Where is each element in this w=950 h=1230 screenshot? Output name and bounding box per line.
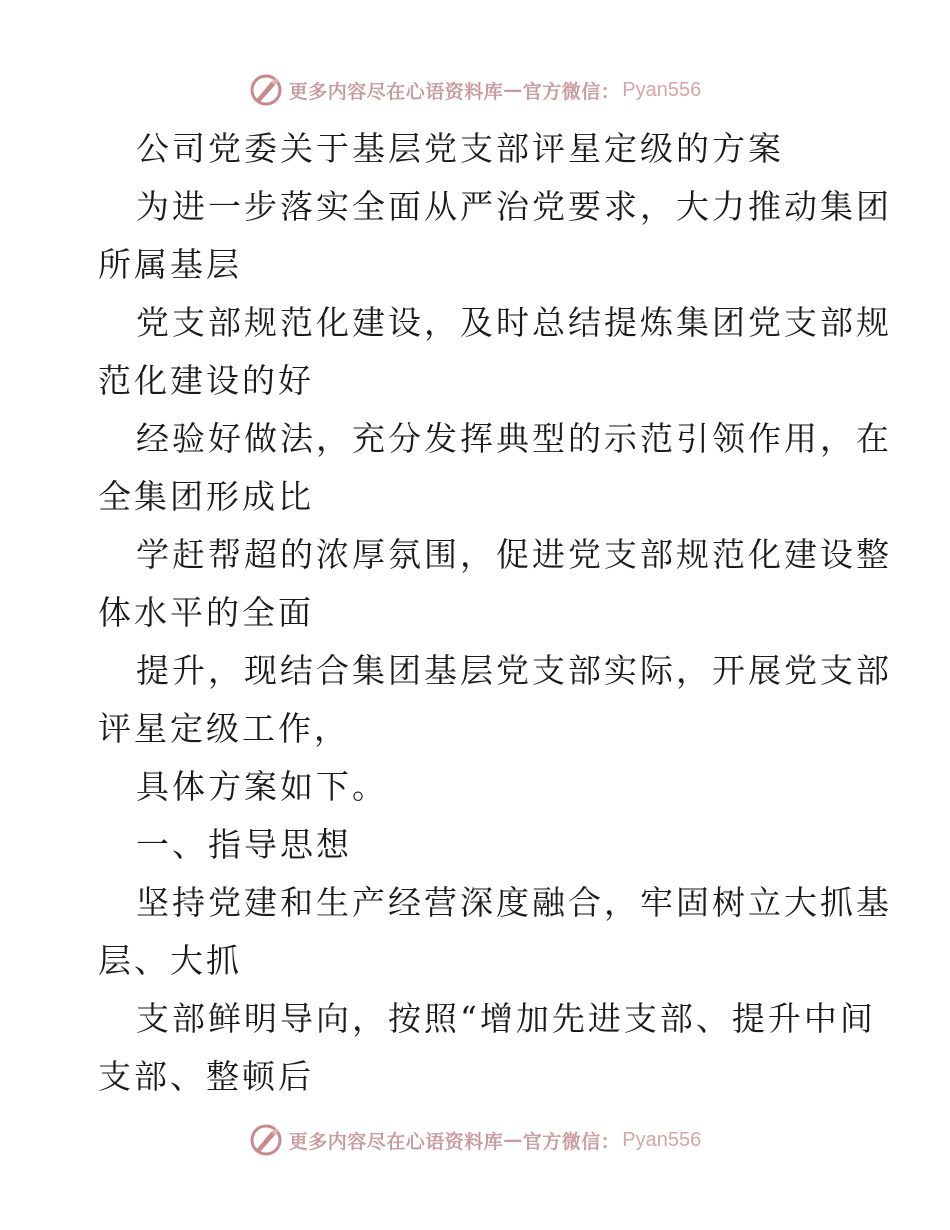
watermark-separator: — [503,1129,523,1151]
watermark-handle: Pyan556 [622,1128,702,1151]
watermark-handle: Pyan556 [622,78,702,101]
pen-logo-icon [249,1123,283,1157]
text-line: 范化建设的好 [98,361,314,400]
text-line: 党支部规范化建设，及时总结提炼集团党支部规 [136,303,892,342]
text-line: 支部、整顿后 [98,1057,314,1096]
watermark-contact: 官方微信： [522,1130,621,1153]
text-line: 体水平的全面 [98,593,314,632]
pen-logo-icon [249,73,283,107]
text-line: 经验好做法，充分发挥典型的示范引领作用，在 [136,419,892,458]
text-line: 层、大抓 [98,941,242,980]
text-line: 所属基层 [98,245,242,284]
watermark-separator: — [503,79,523,101]
watermark-contact: 官方微信： [522,80,621,103]
document-title: 公司党委关于基层党支部评星定级的方案 [136,129,784,168]
section-heading: 一、指导思想 [136,825,352,864]
text-line: 评星定级工作， [98,709,350,748]
document-body [98,120,892,1106]
header-watermark [0,70,950,110]
text-line: 全集团形成比 [98,477,314,516]
text-line: 具体方案如下。 [136,767,388,806]
text-line: 支部鲜明导向，按照“增加先进支部、提升中间 [136,999,876,1038]
text-line: 学赶帮超的浓厚氛围，促进党支部规范化建设整 [136,535,892,574]
watermark-brand: 更多内容尽在心语资料库 [288,1130,504,1153]
text-line: 坚持党建和生产经营深度融合，牢固树立大抓基 [136,883,892,922]
watermark-brand: 更多内容尽在心语资料库 [288,80,504,103]
text-line: 为进一步落实全面从严治党要求，大力推动集团 [136,187,892,226]
footer-watermark [0,1120,950,1160]
text-line: 提升，现结合集团基层党支部实际，开展党支部 [136,651,892,690]
